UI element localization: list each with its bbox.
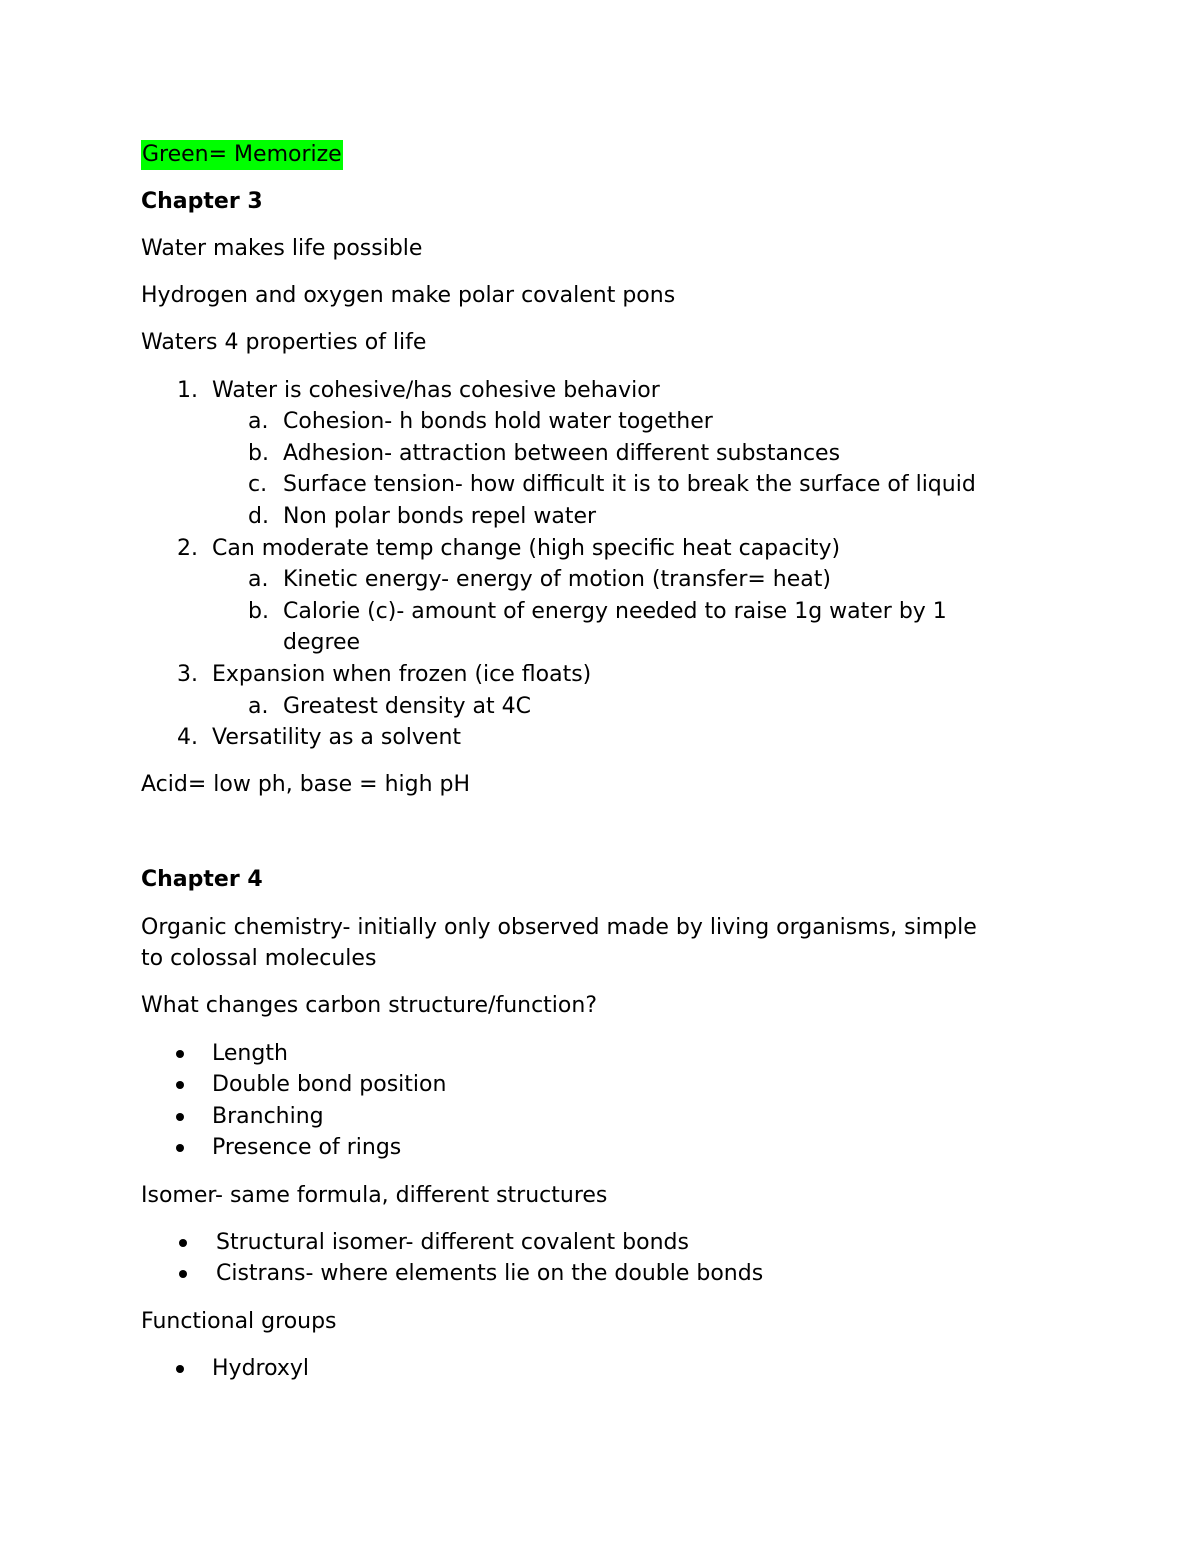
bullet-item: Hydroxyl (212, 1356, 310, 1381)
sublist-letter: c. (248, 472, 268, 497)
sublist-letter: a. (248, 409, 269, 434)
list-number: 3. (177, 662, 198, 687)
sublist-item: Calorie (c)- amount of energy needed to raise 1g water by 1 (283, 599, 947, 624)
sublist-item: Adhesion- attraction between different substances (283, 441, 841, 466)
sublist-letter: a. (248, 567, 269, 592)
sublist-letter: b. (248, 441, 269, 466)
paragraph: Isomer- same formula, different structures (141, 1183, 608, 1208)
chapter-3-heading: Chapter 3 (141, 189, 263, 214)
paragraph: Functional groups (141, 1309, 337, 1334)
bullet-item: Cistrans- where elements lie on the double bonds (216, 1261, 764, 1286)
sublist-item-continuation: degree (283, 630, 361, 655)
legend-highlight: Green= Memorize (141, 140, 343, 170)
sublist-letter: a. (248, 694, 269, 719)
paragraph: Hydrogen and oxygen make polar covalent pons (141, 283, 676, 308)
bullet-icon (179, 1270, 187, 1278)
bullet-item: Length (212, 1041, 288, 1066)
paragraph: What changes carbon structure/function? (141, 993, 597, 1018)
paragraph: Waters 4 properties of life (141, 330, 427, 355)
bullet-item: Branching (212, 1104, 324, 1129)
paragraph-continuation: to colossal molecules (141, 946, 377, 971)
sublist-item: Greatest density at 4C (283, 694, 531, 719)
bullet-icon (179, 1239, 187, 1247)
sublist-letter: b. (248, 599, 269, 624)
list-number: 4. (177, 725, 198, 750)
list-item: Versatility as a solvent (212, 725, 462, 750)
list-item: Water is cohesive/has cohesive behavior (212, 378, 660, 403)
sublist-item: Non polar bonds repel water (283, 504, 597, 529)
list-item: Can moderate temp change (high specific heat capacity) (212, 536, 841, 561)
sublist-item: Surface tension- how difficult it is to break the surface of liquid (283, 472, 976, 497)
bullet-icon (176, 1050, 184, 1058)
paragraph: Acid= low ph, base = high pH (141, 772, 471, 797)
bullet-icon (176, 1113, 184, 1121)
list-number: 2. (177, 536, 198, 561)
chapter-4-heading: Chapter 4 (141, 867, 263, 892)
sublist-letter: d. (248, 504, 269, 529)
bullet-icon (176, 1081, 184, 1089)
list-number: 1. (177, 378, 198, 403)
bullet-item: Structural isomer- different covalent bonds (216, 1230, 689, 1255)
paragraph: Organic chemistry- initially only observed made by living organisms, simple (141, 915, 977, 940)
list-item: Expansion when frozen (ice floats) (212, 662, 592, 687)
sublist-item: Kinetic energy- energy of motion (transfer= heat) (283, 567, 831, 592)
bullet-icon (176, 1144, 184, 1152)
paragraph: Water makes life possible (141, 236, 423, 261)
sublist-item: Cohesion- h bonds hold water together (283, 409, 713, 434)
bullet-item: Double bond position (212, 1072, 447, 1097)
bullet-item: Presence of rings (212, 1135, 402, 1160)
bullet-icon (176, 1365, 184, 1373)
